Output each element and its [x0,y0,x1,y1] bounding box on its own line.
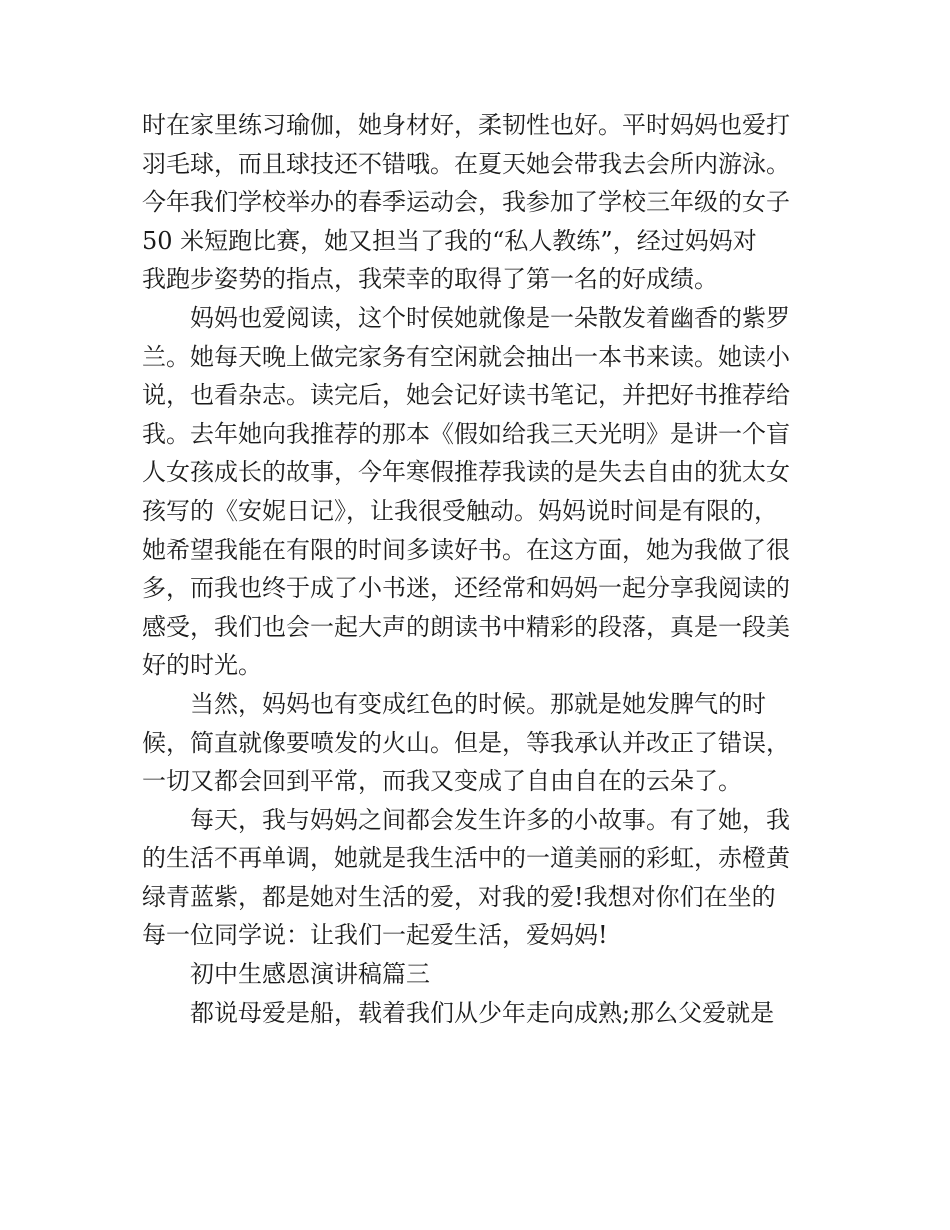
text-line: 候，简直就像要喷发的火山。但是，等我承认并改正了错误， [142,728,790,757]
text-line: 说，也看杂志。读完后，她会记好读书笔记，并把好书推荐给 [142,381,790,410]
text-line: 今年我们学校举办的春季运动会，我参加了学校三年级的女子 [142,188,790,217]
text-line: 她希望我能在有限的时间多读好书。在这方面，她为我做了很 [142,535,790,564]
text-line: 的生活不再单调，她就是我生活中的一道美丽的彩虹，赤橙黄 [142,844,790,873]
text-line: 绿青蓝紫，都是她对生活的爱，对我的爱!我想对你们在坐的 [142,882,776,911]
text-line: 感受，我们也会一起大声的朗读书中精彩的段落，真是一段美 [142,612,790,641]
text-line: 兰。她每天晚上做完家务有空闲就会抽出一本书来读。她读小 [142,342,790,371]
text-line: 当然，妈妈也有变成红色的时候。那就是她发脾气的时 [142,689,766,718]
text-line: 妈妈也爱阅读，这个时侯她就像是一朵散发着幽香的紫罗 [142,303,790,332]
section-heading: 初中生感恩演讲稿篇三 [142,960,430,989]
text-line: 都说母爱是船，载着我们从少年走向成熟;那么父爱就是 [142,998,775,1027]
text-line: 多，而我也终于成了小书迷，还经常和妈妈一起分享我阅读的 [142,574,790,603]
document-body [142,106,822,1032]
text-line: 时在家里练习瑜伽，她身材好，柔韧性也好。平时妈妈也爱打 [142,111,790,139]
text-line: 好的时光。 [142,651,262,680]
text-line: 孩写的《安妮日记》，让我很受触动。妈妈说时间是有限的， [142,496,778,525]
text-line: 一切又都会回到平常，而我又变成了自由自在的云朵了。 [142,767,742,796]
text-line: 我跑步姿势的指点，我荣幸的取得了第一名的好成绩。 [142,265,718,294]
text-line: 我。去年她向我推荐的那本《假如给我三天光明》是讲一个盲 [142,419,790,448]
text-line: 50 米短跑比赛，她又担当了我的“私人教练”，经过妈妈对 [142,226,757,255]
text-line: 羽毛球，而且球技还不错哦。在夏天她会带我去会所内游泳。 [142,149,790,178]
text-line: 每天，我与妈妈之间都会发生许多的小故事。有了她，我 [142,805,790,834]
text-line: 每一位同学说：让我们一起爱生活，爱妈妈! [142,921,608,950]
text-line: 人女孩成长的故事，今年寒假推荐我读的是失去自由的犹太女 [142,458,790,487]
